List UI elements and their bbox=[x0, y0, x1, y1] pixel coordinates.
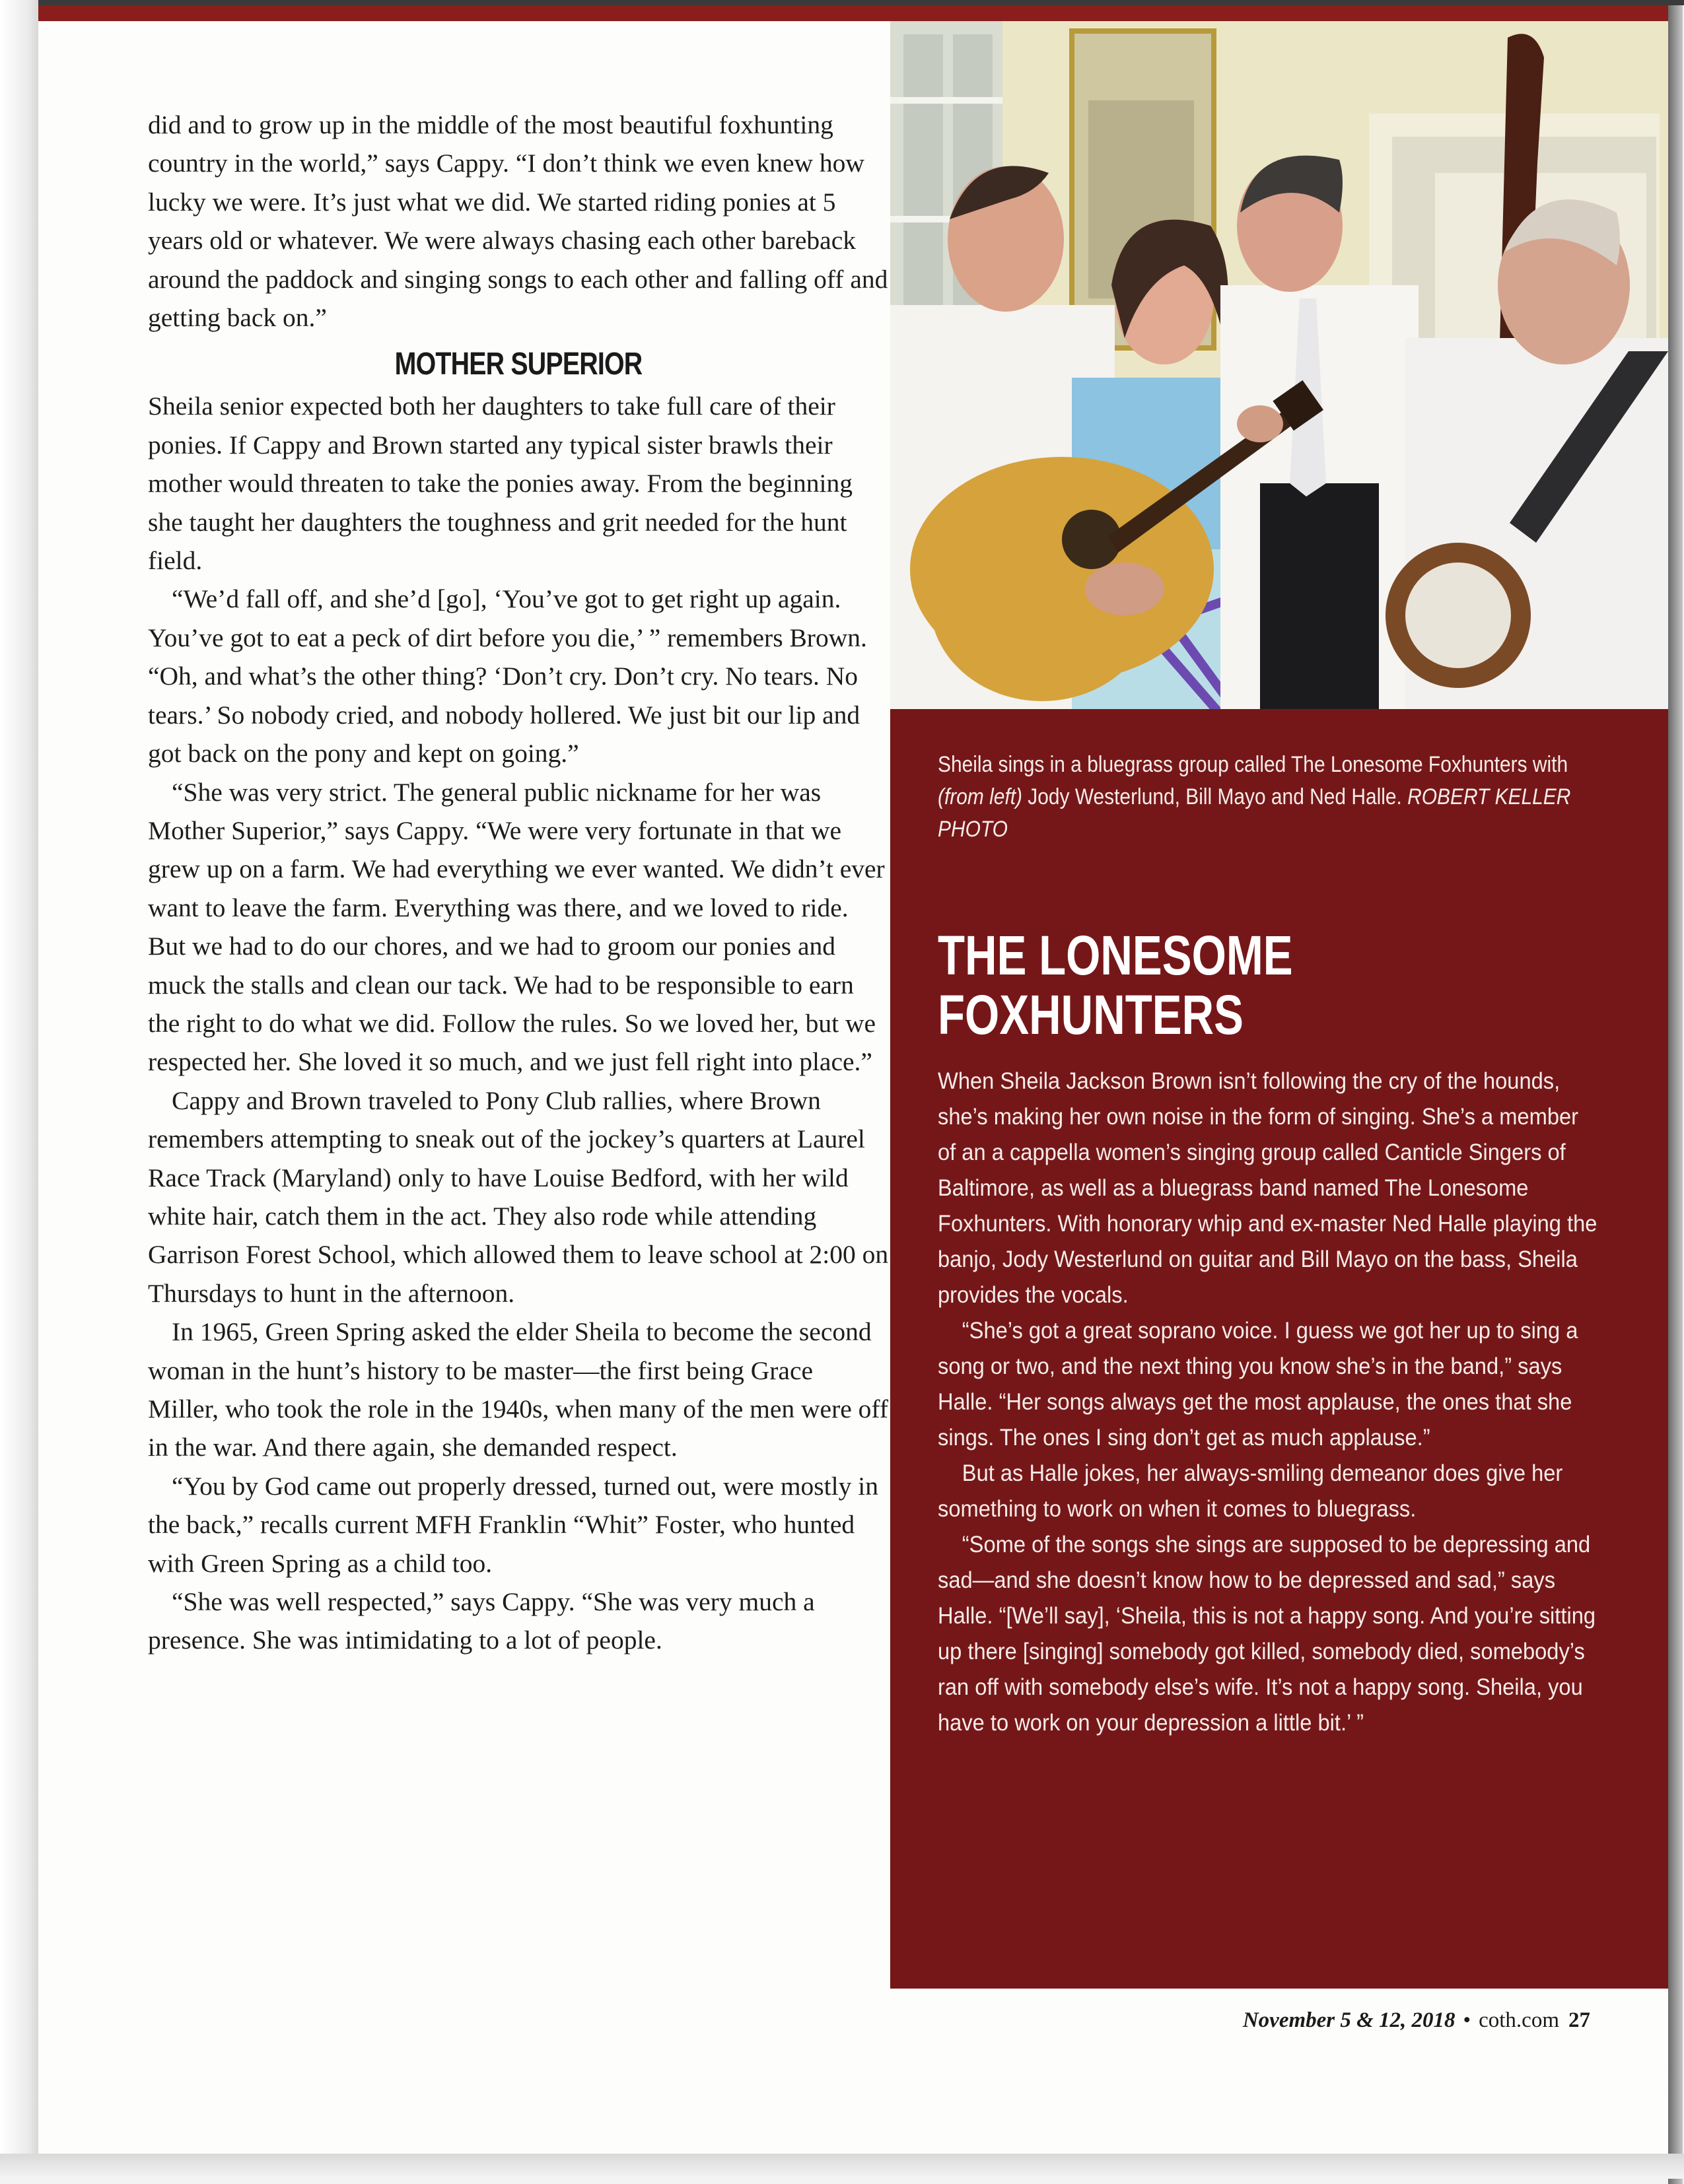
article-paragraph: did and to grow up in the middle of the most beautiful foxhunting country in the world,” says Cappy. “I don’t think we even knew how lucky we were. It’s just what we did. We started riding ponies at 5 years old or whatever. We were always chasing each other bareback around the paddock and singing songs to each other and falling off and getting back on.” bbox=[148, 110, 888, 333]
caption-text-rest: Jody Westerlund, Bill Mayo and Ned Halle. bbox=[1022, 784, 1408, 809]
page-number: 27 bbox=[1568, 2008, 1590, 2032]
caption-text: Sheila sings in a bluegrass group called The Lonesome Foxhunters with bbox=[938, 752, 1568, 777]
sidebar-title-line: FOXHUNTERS bbox=[938, 984, 1244, 1046]
sidebar-body bbox=[938, 1063, 1598, 1740]
sidebar-paragraph: When Sheila Jackson Brown isn’t following the cry of the hounds, she’s making her own noise in the form of singing. She’s a member of an a cappella women’s singing group called Canticle Singers of Baltimore, as well as a bluegrass band named The Lonesome Foxhunters. With honorary whip and ex-master Ned Halle playing the banjo, Jody Westerlund on guitar and Bill Mayo on the bass, Sheila provides the vocals. bbox=[938, 1068, 1597, 1308]
article-paragraph: “She was well respected,” says Cappy. “She was very much a presence. She was intimidating to a lot of people. bbox=[148, 1587, 815, 1655]
scan-top-bar bbox=[0, 0, 1684, 5]
article-paragraph: Cappy and Brown traveled to Pony Club rallies, where Brown remembers attempting to sneak out of the jockey’s quarters at Laurel Race Track (Maryland) only to have Louise Bedford, with her wild white hair, catch them in the act. They also rode while attending Garrison Forest School, which allowed them to leave school at 2:00 on Thursdays to hunt in the afternoon. bbox=[148, 1085, 889, 1308]
scan-bottom-edge bbox=[0, 2154, 1684, 2179]
page-right-edge bbox=[1668, 5, 1683, 2184]
article-paragraph: Sheila senior expected both her daughters to take full care of their ponies. If Cappy and Brown started any typical sister brawls their mother would threaten to take the ponies away. From the beginning she taught her daughters the toughness and grit needed for the hunt field. bbox=[148, 392, 853, 576]
sidebar-paragraph: “Some of the songs she sings are supposed to be depressing and sad—and she doesn’t know how to be depressed and sad,” says Halle. “[We’ll say], ‘Sheila, this is not a happy song. And you’re sitting up there [singing] somebody got killed, somebody died, somebody’s ran off with somebody else’s wife. It’s not a happy song. Sheila, you have to work on your depression a little bit.’ ” bbox=[938, 1531, 1596, 1736]
photo-illustration bbox=[890, 21, 1668, 714]
sidebar-title-line: THE LONESOME bbox=[938, 924, 1293, 986]
photo-credit: ROBERT KELLER PHOTO bbox=[938, 784, 1571, 842]
section-subhead: MOTHER SUPERIOR bbox=[394, 347, 643, 382]
scan-left-edge bbox=[0, 0, 38, 2179]
band-photo bbox=[890, 21, 1668, 714]
article-paragraph: In 1965, Green Spring asked the elder Sheila to become the second woman in the hunt’s history to be master—the first being Grace Miller, who took the role in the 1940s, when many of the men were off in the war. And there again, she demanded respect. bbox=[148, 1317, 888, 1462]
sidebar-box bbox=[890, 709, 1668, 1989]
sidebar-paragraph: “She’s got a great soprano voice. I guess we got her up to sing a song or two, and the next thing you know she’s in the band,” says Halle. “Her songs always get the most applause, the ones that she sings. The ones I sing don’t get as much applause.” bbox=[938, 1317, 1578, 1450]
site-name: coth.com bbox=[1479, 2008, 1559, 2032]
magazine-page bbox=[38, 5, 1668, 2159]
article-body-column bbox=[148, 106, 889, 1660]
page-top-strip bbox=[38, 5, 1668, 21]
separator-bullet: • bbox=[1463, 2008, 1471, 2032]
photo-caption bbox=[938, 749, 1577, 846]
issue-date: November 5 & 12, 2018 bbox=[1242, 2008, 1456, 2032]
caption-italic: (from left) bbox=[938, 784, 1022, 809]
sidebar-title bbox=[938, 926, 1519, 1044]
article-paragraph: “We’d fall off, and she’d [go], ‘You’ve got to get right up again. You’ve got to eat a peck of dirt before you die,’ ” remembers Brown. “Oh, and what’s the other thing? ‘Don’t cry. Don’t cry. No tears. No tears.’ So nobody cried, and nobody hollered. We just bit our lip and got back on the pony and kept on going.” bbox=[148, 584, 867, 768]
sidebar-paragraph: But as Halle jokes, her always-smiling demeanor does give her something to work on when it comes to bluegrass. bbox=[938, 1460, 1563, 1522]
article-paragraph: “You by God came out properly dressed, turned out, were mostly in the back,” recalls current MFH Franklin “Whit” Foster, who hunted with Green Spring as a child too. bbox=[148, 1471, 878, 1578]
page-folio bbox=[1243, 2008, 1590, 2033]
article-paragraph: “She was very strict. The general public nickname for her was Mother Superior,” says Cappy. “We were very fortunate in that we grew up on a farm. We had everything we ever wanted. We didn’t ever want to leave the farm. Everything was there, and we loved to ride. But we had to do our chores, and we had to groom our ponies and muck the stalls and clean our tack. We had to be responsible to earn the right to do what we did. Follow the rules. So we loved her, but we respected her. She loved it so much, and we just fell right into place.” bbox=[148, 777, 885, 1077]
